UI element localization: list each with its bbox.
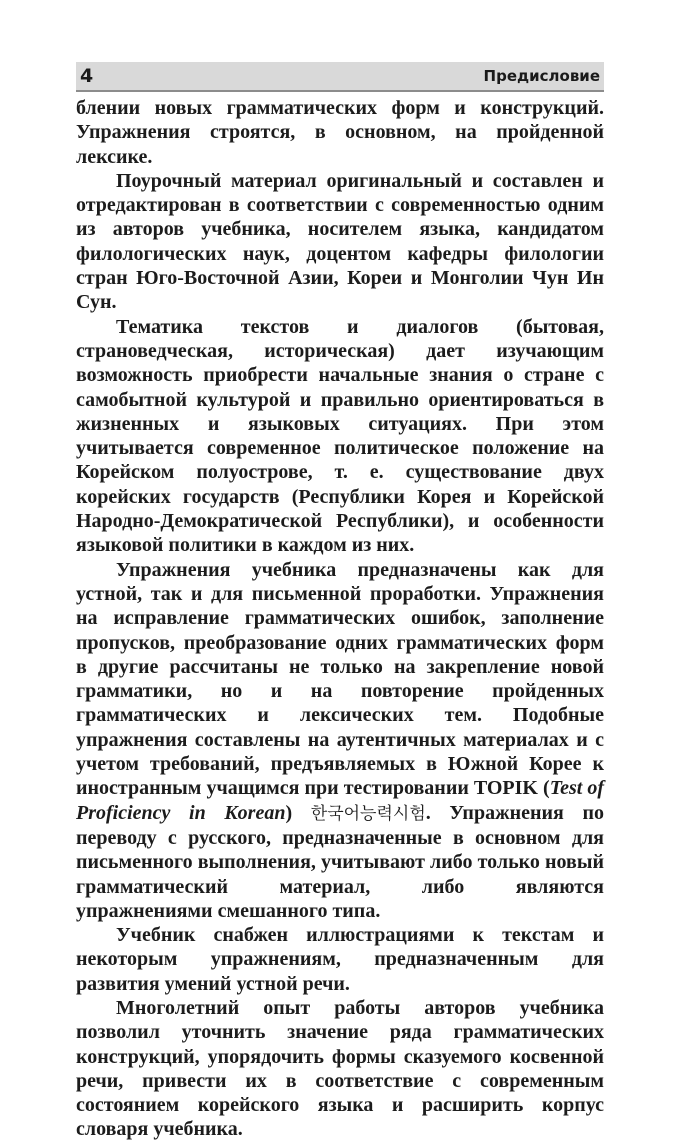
section-title: Предисловие [483,67,600,85]
paragraph-topics: Тематика текстов и диалогов (бытовая, страноведческая, историческая) дает изучающим возможность приобрести начальные знания о стране с самобытной культурой и правильно ориентироваться в жизненных и языковых ситуациях. При этом учитывается современное политическое положение на Корейском полуострове, т. е. существование двух корейских государств (Республики Корея и Корейской Народно-Демократической Республики), и особенности языковой политики в каждом из них. [76,315,604,557]
paragraph-continuation: блении новых грамматических форм и конструкций. Упражнения строятся, в основном, на пройденной лексике. [76,97,604,168]
topik-korean-name: 한국어능력시험 [310,803,426,824]
exercises-text-after: . Упражнения по переводу с русского, предназначенные в основном для письменного выполнения, учитывают либо только новый грамматический материал, либо являются упражнениями смешанного типа. [76,801,604,922]
exercises-text-middle: ) [285,801,311,824]
body-text [76,96,604,1142]
page-number: 4 [80,65,94,87]
paragraph-lesson-material: Поурочный материал оригинальный и составлен и отредактирован в соответствии с современностью одним из авторов учебника, носителем языка, кандидатом филологических наук, доцентом кафедры филологии стран Юго-Восточной Азии, Кореи и Монголии Чун Ин Сун. [76,169,604,314]
exercises-text-before: Упражнения учебника предназначены как для устной, так и для письменной проработки. Упражнения на исправление грамматических ошибок, заполнение пропусков, преобразование одних грамматических форм в другие рассчитаны не только на закрепление новой грамматики, но и на повторение пройденных грамматических и лексических тем. Подобные упражнения составлены на аутентичных материалах и с учетом требований, предъявляемых в Южной Корее к иностранным учащимся при тестировании TOPIK ( [76,558,604,800]
paragraph-exercises [76,558,604,923]
running-header [76,62,604,92]
topik-full-name: Test of Proficiency in Korean [76,777,604,824]
paragraph-illustrations: Учебник снабжен иллюстрациями к текстам и некоторым упражнениям, предназначенным для развития умений устной речи. [76,924,604,995]
paragraph-experience: Многолетний опыт работы авторов учебника позволил уточнить значение ряда грамматических конструкций, упорядочить формы сказуемого косвенной речи, привести их в соответствие с современным состоянием корейского языка и расширить корпус словаря учебника. [76,996,604,1141]
book-page [76,62,604,1142]
